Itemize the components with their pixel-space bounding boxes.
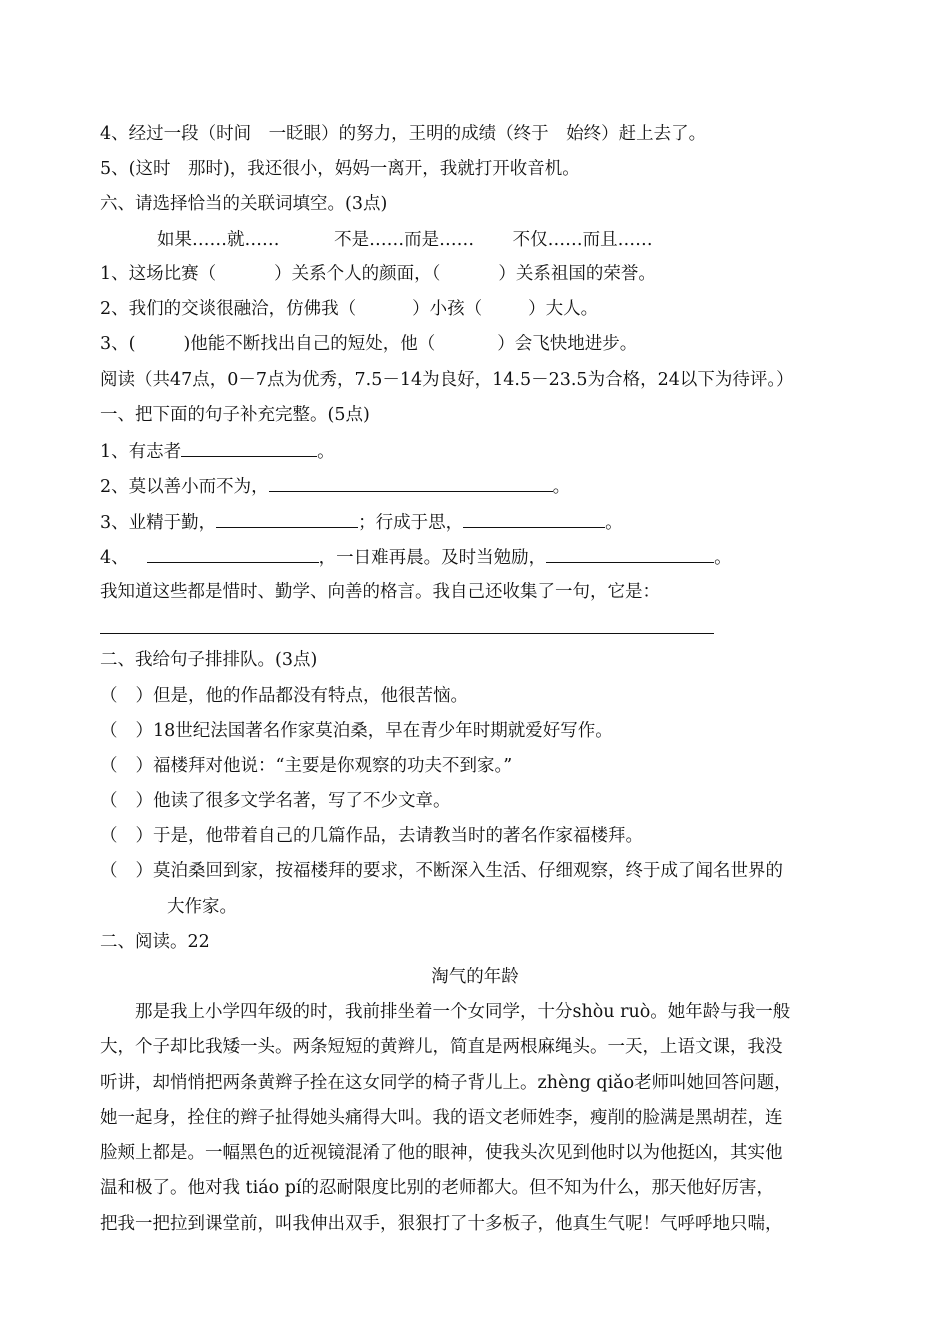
answer-blank[interactable] (463, 509, 605, 528)
conjunction-options (157, 228, 653, 252)
story-line: 温和极了。他对我 tiáo pí的忍耐限度比别的老师都大。但不知为什么，那天他好厉害， (100, 1178, 775, 1198)
conjunction-fill-2: 2、我们的交谈很融洽，仿佛我（ ）小孩（ ）大人。 (100, 299, 599, 319)
answer-blank[interactable] (546, 544, 714, 563)
answer-blank[interactable] (269, 473, 553, 492)
complete-sentence-4: 4、 ，一日难再晨。及时当勉励， 。 (100, 544, 732, 570)
conjunction-option: 如果……就…… (157, 230, 280, 250)
story-line: 她一起身，拴住的辫子扯得她头痛得大叫。我的语文老师姓李，瘦削的脸满是黑胡茬，连 (100, 1108, 783, 1128)
story-line: 那是我上小学四年级的时，我前排坐着一个女同学，十分shòu ruò。她年龄与我一般 (100, 1002, 791, 1022)
conjunction-fill-3: 3、( )他能不断找出自己的短处，他（ ）会飞快地进步。 (100, 334, 638, 354)
part-1-title: 一、把下面的句子补充完整。(5点) (100, 405, 370, 425)
order-item: （ ）莫泊桑回到家，按福楼拜的要求，不断深入生活、仔细观察，终于成了闻名世界的 (100, 861, 783, 881)
part-3-title: 二、阅读。22 (100, 932, 210, 952)
section-6-title: 六、请选择恰当的关联词填空。(3点) (100, 194, 388, 214)
answer-blank[interactable] (147, 544, 319, 563)
story-line: 脸颊上都是。一幅黑色的近视镜混淆了他的眼神，使我头次见到他时以为他挺凶，其实他 (100, 1143, 783, 1163)
story-line: 大，个子却比我矮一头。两条短短的黄辫儿，简直是两根麻绳头。一天，上语文课，我没 (100, 1037, 783, 1057)
order-item: （ ）福楼拜对他说：“主要是你观察的功夫不到家。” (100, 756, 513, 776)
question-5: 5、(这时 那时)，我还很小，妈妈一离开，我就打开收音机。 (100, 159, 580, 179)
question-4: 4、经过一段（时间 一眨眼）的努力，王明的成绩（终于 始终）赶上去了。 (100, 124, 707, 144)
conjunction-option: 不是……而是…… (334, 230, 475, 250)
motto-intro: 我知道这些都是惜时、勤学、向善的格言。我自己还收集了一句，它是： (100, 582, 660, 602)
order-item: （ ）18世纪法国著名作家莫泊桑，早在青少年时期就爱好写作。 (100, 721, 613, 741)
order-item-continuation: 大作家。 (167, 897, 237, 917)
story-line: 把我一把拉到课堂前，叫我伸出双手，狠狠打了十多板子，他真生气呢！气呼呼地只喘， (100, 1214, 783, 1234)
part-2-title: 二、我给句子排排队。(3点) (100, 650, 318, 670)
complete-sentence-2: 2、莫以善小而不为， 。 (100, 473, 570, 499)
order-item: （ ）他读了很多文学名著，写了不少文章。 (100, 791, 451, 811)
reading-header: 阅读（共47点，0－7点为优秀，7.5－14为良好，14.5－23.5为合格，24以下为待评。） (100, 370, 794, 390)
complete-sentence-3: 3、业精于勤， ；行成于思， 。 (100, 509, 623, 535)
story-title: 淘气的年龄 (431, 967, 519, 987)
motto-answer-line[interactable] (100, 633, 714, 634)
answer-blank[interactable] (181, 438, 317, 457)
complete-sentence-1: 1、有志者 。 (100, 438, 335, 464)
conjunction-option: 不仅……而且…… (512, 230, 653, 250)
conjunction-fill-1: 1、这场比赛（ ）关系个人的颜面，（ ）关系祖国的荣誉。 (100, 264, 656, 284)
answer-blank[interactable] (216, 509, 358, 528)
order-item: （ ）于是，他带着自己的几篇作品，去请教当时的著名作家福楼拜。 (100, 826, 643, 846)
story-line: 听讲，却悄悄把两条黄辫子拴在这女同学的椅子背儿上。zhèng qiǎo老师叫她回答问题， (100, 1073, 792, 1093)
order-item: （ ）但是，他的作品都没有特点，他很苦恼。 (100, 686, 468, 706)
